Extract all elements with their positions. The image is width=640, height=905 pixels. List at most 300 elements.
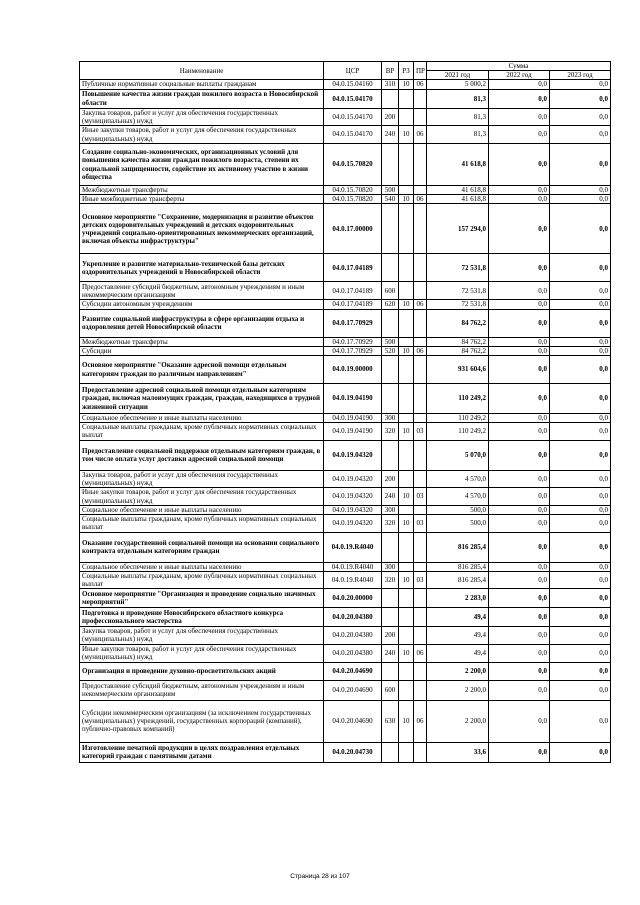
sum-2022-cell: 0,0 (489, 89, 550, 108)
sum-2022-cell: 0,0 (489, 144, 550, 186)
sum-2022-cell: 0,0 (489, 282, 550, 300)
sum-2023-cell: 0,0 (550, 515, 611, 532)
pr-cell (414, 627, 427, 644)
sum-2021-cell: 49,4 (427, 644, 489, 662)
sum-2022-cell: 0,0 (489, 589, 550, 608)
rz-cell (399, 204, 414, 254)
sum-2021-cell: 2 200,0 (427, 680, 489, 700)
sum-2021-cell: 72 531,8 (427, 300, 489, 309)
sum-2022-cell: 0,0 (489, 80, 550, 89)
pr-cell (414, 337, 427, 346)
vr-cell (382, 89, 399, 108)
sum-2022-cell: 0,0 (489, 644, 550, 662)
rz-cell (399, 440, 414, 470)
csr-cell: 04.0.19.04190 (324, 384, 382, 414)
vr-cell: 200 (382, 108, 399, 125)
csr-cell: 04.0.20.04690 (324, 700, 382, 742)
csr-cell: 04.0.20.04690 (324, 680, 382, 700)
sum-2023-cell: 0,0 (550, 470, 611, 487)
sum-2023-cell: 0,0 (550, 309, 611, 337)
sum-2022-cell: 0,0 (489, 204, 550, 254)
name-cell: Субсидии некоммерческим организациям (за исключением государственных (муниципальных) учреждений, государственных корпораций (компаний), публично-правовых компаний) (80, 700, 324, 742)
rz-cell (399, 254, 414, 282)
sum-2022-cell: 0,0 (489, 356, 550, 384)
sum-2022-cell: 0,0 (489, 470, 550, 487)
table-row (80, 89, 611, 108)
pr-cell: 06 (414, 644, 427, 662)
sum-2021-cell: 931 604,6 (427, 356, 489, 384)
pr-cell (414, 384, 427, 414)
sum-2023-cell: 0,0 (550, 589, 611, 608)
csr-cell: 04.0.20.04380 (324, 644, 382, 662)
name-cell: Социальное обеспечение и иные выплаты населению (80, 562, 324, 571)
rz-cell (399, 144, 414, 186)
csr-cell: 04.0.17.04189 (324, 254, 382, 282)
rz-cell (399, 562, 414, 571)
pr-cell: 06 (414, 80, 427, 89)
sum-2023-cell: 0,0 (550, 644, 611, 662)
vr-cell (382, 608, 399, 627)
sum-2021-cell: 81,3 (427, 89, 489, 108)
vr-cell (382, 589, 399, 608)
header-vr: ВР (382, 62, 399, 80)
sum-2021-cell: 49,4 (427, 627, 489, 644)
budget-table (79, 61, 611, 763)
sum-2021-cell: 4 570,0 (427, 470, 489, 487)
rz-cell: 10 (399, 571, 414, 588)
sum-2023-cell: 0,0 (550, 300, 611, 309)
pr-cell: 06 (414, 195, 427, 204)
table-row (80, 384, 611, 414)
name-cell: Предоставление адресной социальной помощи отдельным категориям граждан, включая малоимущих граждан, граждан, находящихся в трудной жизненной ситуации (80, 384, 324, 414)
pr-cell (414, 562, 427, 571)
sum-2022-cell: 0,0 (489, 309, 550, 337)
rz-cell (399, 337, 414, 346)
table-row (80, 589, 611, 608)
vr-cell: 500 (382, 337, 399, 346)
csr-cell: 04.0.20.04690 (324, 662, 382, 680)
rz-cell (399, 742, 414, 762)
header-year-2021: 2021 год (427, 71, 489, 80)
vr-cell: 500 (382, 186, 399, 195)
sum-2021-cell: 2 200,0 (427, 662, 489, 680)
vr-cell: 540 (382, 195, 399, 204)
sum-2022-cell: 0,0 (489, 742, 550, 762)
sum-2022-cell: 0,0 (489, 488, 550, 506)
rz-cell (399, 506, 414, 515)
pr-cell (414, 254, 427, 282)
sum-2021-cell: 500,0 (427, 515, 489, 532)
csr-cell: 04.0.17.04189 (324, 282, 382, 300)
sum-2022-cell: 0,0 (489, 571, 550, 588)
pr-cell (414, 108, 427, 125)
sum-2023-cell: 0,0 (550, 532, 611, 562)
sum-2021-cell: 41 618,8 (427, 186, 489, 195)
name-cell: Закупка товаров, работ и услуг для обеспечения государственных (муниципальных) нужд (80, 108, 324, 125)
table-row (80, 700, 611, 742)
table-row (80, 186, 611, 195)
csr-cell: 04.0.20.04380 (324, 627, 382, 644)
csr-cell: 04.0.17.04189 (324, 300, 382, 309)
name-cell: Социальные выплаты гражданам, кроме публичных нормативных социальных выплат (80, 571, 324, 588)
table-row (80, 515, 611, 532)
header-csr: ЦСР (324, 62, 382, 80)
table-row (80, 506, 611, 515)
sum-2021-cell: 72 531,8 (427, 282, 489, 300)
pr-cell (414, 680, 427, 700)
rz-cell (399, 309, 414, 337)
vr-cell: 600 (382, 282, 399, 300)
rz-cell (399, 186, 414, 195)
sum-2023-cell: 0,0 (550, 488, 611, 506)
sum-2021-cell: 41 618,8 (427, 144, 489, 186)
pr-cell (414, 309, 427, 337)
rz-cell (399, 282, 414, 300)
csr-cell: 04.0.15.70820 (324, 144, 382, 186)
name-cell: Предоставление субсидий бюджетным, автономным учреждениям и иным некоммерческим организациям (80, 282, 324, 300)
name-cell: Межбюджетные трансферты (80, 186, 324, 195)
sum-2023-cell: 0,0 (550, 186, 611, 195)
rz-cell: 10 (399, 423, 414, 440)
vr-cell: 320 (382, 515, 399, 532)
sum-2023-cell: 0,0 (550, 89, 611, 108)
sum-2021-cell: 84 762,2 (427, 309, 489, 337)
pr-cell (414, 89, 427, 108)
rz-cell (399, 662, 414, 680)
name-cell: Иные закупки товаров, работ и услуг для обеспечения государственных (муниципальных) нужд (80, 644, 324, 662)
table-row (80, 440, 611, 470)
name-cell: Основное мероприятие "Организация и проведение социально значимых мероприятий" (80, 589, 324, 608)
rz-cell: 10 (399, 300, 414, 309)
sum-2021-cell: 816 285,4 (427, 532, 489, 562)
sum-2023-cell: 0,0 (550, 356, 611, 384)
csr-cell: 04.0.19.R4040 (324, 532, 382, 562)
budget-page (79, 61, 610, 763)
pr-cell (414, 414, 427, 423)
header-year-2022: 2022 год (489, 71, 550, 80)
pr-cell: 03 (414, 423, 427, 440)
sum-2022-cell: 0,0 (489, 423, 550, 440)
pr-cell (414, 662, 427, 680)
table-row (80, 195, 611, 204)
csr-cell: 04.0.17.70929 (324, 346, 382, 355)
name-cell: Предоставление социальной поддержки отдельным категориям граждан, в том числе оплата услуг доставки адресной социальной помощи (80, 440, 324, 470)
sum-2022-cell: 0,0 (489, 440, 550, 470)
vr-cell: 240 (382, 126, 399, 144)
vr-cell: 300 (382, 562, 399, 571)
csr-cell: 04.0.17.70929 (324, 309, 382, 337)
sum-2022-cell: 0,0 (489, 254, 550, 282)
sum-2021-cell: 81,3 (427, 126, 489, 144)
rz-cell: 10 (399, 126, 414, 144)
rz-cell: 10 (399, 488, 414, 506)
table-row (80, 282, 611, 300)
vr-cell (382, 662, 399, 680)
sum-2021-cell: 33,6 (427, 742, 489, 762)
sum-2023-cell: 0,0 (550, 506, 611, 515)
rz-cell (399, 532, 414, 562)
sum-2021-cell: 72 531,8 (427, 254, 489, 282)
name-cell: Основное мероприятие "Оказание адресной помощи отдельным категориям граждан по различным направлениям" (80, 356, 324, 384)
sum-2022-cell: 0,0 (489, 300, 550, 309)
sum-2021-cell: 81,3 (427, 108, 489, 125)
table-row (80, 356, 611, 384)
table-row (80, 414, 611, 423)
sum-2021-cell: 816 285,4 (427, 562, 489, 571)
sum-2022-cell: 0,0 (489, 337, 550, 346)
sum-2022-cell: 0,0 (489, 532, 550, 562)
sum-2022-cell: 0,0 (489, 108, 550, 125)
table-row (80, 254, 611, 282)
rz-cell: 10 (399, 644, 414, 662)
table-row (80, 80, 611, 89)
vr-cell: 520 (382, 346, 399, 355)
vr-cell: 600 (382, 680, 399, 700)
vr-cell: 240 (382, 644, 399, 662)
vr-cell: 630 (382, 700, 399, 742)
sum-2023-cell: 0,0 (550, 608, 611, 627)
csr-cell: 04.0.15.04170 (324, 89, 382, 108)
name-cell: Изготовление печатной продукции в целях поздравления отдельных категорий граждан с памятными датами (80, 742, 324, 762)
vr-cell (382, 440, 399, 470)
sum-2022-cell: 0,0 (489, 608, 550, 627)
sum-2021-cell: 5 000,2 (427, 80, 489, 89)
sum-2023-cell: 0,0 (550, 627, 611, 644)
sum-2022-cell: 0,0 (489, 562, 550, 571)
name-cell: Субсидии автономным учреждениям (80, 300, 324, 309)
sum-2022-cell: 0,0 (489, 700, 550, 742)
csr-cell: 04.0.15.70820 (324, 186, 382, 195)
sum-2021-cell: 49,4 (427, 608, 489, 627)
sum-2023-cell: 0,0 (550, 440, 611, 470)
sum-2021-cell: 2 283,0 (427, 589, 489, 608)
name-cell: Создание социально-экономических, организационных условий для повышения качества жизни граждан пожилого возраста, степени их социальной защищенности, содействие их активному участию в жизни общества (80, 144, 324, 186)
pr-cell (414, 470, 427, 487)
sum-2023-cell: 0,0 (550, 204, 611, 254)
rz-cell (399, 470, 414, 487)
sum-2021-cell: 84 762,2 (427, 346, 489, 355)
name-cell: Иные закупки товаров, работ и услуг для обеспечения государственных (муниципальных) нужд (80, 488, 324, 506)
pr-cell (414, 532, 427, 562)
sum-2021-cell: 5 070,0 (427, 440, 489, 470)
pr-cell (414, 506, 427, 515)
pr-cell: 03 (414, 488, 427, 506)
sum-2022-cell: 0,0 (489, 515, 550, 532)
sum-2023-cell: 0,0 (550, 571, 611, 588)
vr-cell (382, 144, 399, 186)
pr-cell (414, 144, 427, 186)
sum-2021-cell: 110 249,2 (427, 423, 489, 440)
name-cell: Оказание государственной социальной помощи на основании социального контракта отдельным категориям граждан (80, 532, 324, 562)
pr-cell: 06 (414, 700, 427, 742)
vr-cell: 310 (382, 80, 399, 89)
sum-2023-cell: 0,0 (550, 254, 611, 282)
sum-2023-cell: 0,0 (550, 680, 611, 700)
sum-2021-cell: 2 200,0 (427, 700, 489, 742)
vr-cell: 320 (382, 571, 399, 588)
table-row (80, 337, 611, 346)
csr-cell: 04.0.19.R4040 (324, 562, 382, 571)
table-row (80, 423, 611, 440)
sum-2023-cell: 0,0 (550, 108, 611, 125)
csr-cell: 04.0.19.04190 (324, 423, 382, 440)
sum-2023-cell: 0,0 (550, 384, 611, 414)
rz-cell: 10 (399, 80, 414, 89)
table-body (80, 80, 611, 762)
sum-2022-cell: 0,0 (489, 126, 550, 144)
pr-cell (414, 589, 427, 608)
name-cell: Организация и проведение духовно-просветительских акций (80, 662, 324, 680)
sum-2023-cell: 0,0 (550, 562, 611, 571)
name-cell: Подготовка и проведение Новосибирского областного конкурса профессионального мастерства (80, 608, 324, 627)
csr-cell: 04.0.17.70929 (324, 337, 382, 346)
name-cell: Предоставление субсидий бюджетным, автономным учреждениям и иным некоммерческим организациям (80, 680, 324, 700)
header-year-2023: 2023 год (550, 71, 611, 80)
sum-2021-cell: 110 249,2 (427, 414, 489, 423)
sum-2023-cell: 0,0 (550, 346, 611, 355)
csr-cell: 04.0.15.04170 (324, 108, 382, 125)
rz-cell (399, 680, 414, 700)
name-cell: Закупка товаров, работ и услуг для обеспечения государственных (муниципальных) нужд (80, 627, 324, 644)
vr-cell: 620 (382, 300, 399, 309)
csr-cell: 04.0.19.04320 (324, 440, 382, 470)
sum-2023-cell: 0,0 (550, 282, 611, 300)
pr-cell (414, 186, 427, 195)
sum-2021-cell: 84 762,2 (427, 337, 489, 346)
vr-cell (382, 384, 399, 414)
sum-2023-cell: 0,0 (550, 742, 611, 762)
csr-cell: 04.0.20.00000 (324, 589, 382, 608)
csr-cell: 04.0.19.04320 (324, 515, 382, 532)
table-row (80, 204, 611, 254)
vr-cell (382, 356, 399, 384)
name-cell: Укрепление и развитие материально-технической базы детских оздоровительных учреждений в Новосибирской области (80, 254, 324, 282)
sum-2021-cell: 41 618,8 (427, 195, 489, 204)
name-cell: Субсидии (80, 346, 324, 355)
header-rz: РЗ (399, 62, 414, 80)
table-row (80, 108, 611, 125)
header-name: Наименование (80, 62, 324, 80)
sum-2021-cell: 816 285,4 (427, 571, 489, 588)
table-row (80, 627, 611, 644)
sum-2023-cell: 0,0 (550, 337, 611, 346)
pr-cell (414, 742, 427, 762)
sum-2021-cell: 157 294,0 (427, 204, 489, 254)
csr-cell: 04.0.17.00000 (324, 204, 382, 254)
sum-2023-cell: 0,0 (550, 423, 611, 440)
sum-2022-cell: 0,0 (489, 662, 550, 680)
pr-cell (414, 440, 427, 470)
vr-cell: 240 (382, 488, 399, 506)
name-cell: Социальные выплаты гражданам, кроме публичных нормативных социальных выплат (80, 515, 324, 532)
table-row (80, 742, 611, 762)
csr-cell: 04.0.19.04320 (324, 506, 382, 515)
vr-cell (382, 254, 399, 282)
table-header (80, 62, 611, 80)
table-row (80, 126, 611, 144)
pr-cell: 06 (414, 300, 427, 309)
sum-2021-cell: 500,0 (427, 506, 489, 515)
table-row (80, 644, 611, 662)
rz-cell (399, 356, 414, 384)
table-row (80, 346, 611, 355)
rz-cell: 10 (399, 700, 414, 742)
rz-cell (399, 414, 414, 423)
table-row (80, 662, 611, 680)
csr-cell: 04.0.19.04190 (324, 414, 382, 423)
sum-2022-cell: 0,0 (489, 384, 550, 414)
vr-cell: 320 (382, 423, 399, 440)
csr-cell: 04.0.19.R4040 (324, 571, 382, 588)
csr-cell: 04.0.15.04170 (324, 126, 382, 144)
table-row (80, 144, 611, 186)
table-row (80, 680, 611, 700)
pr-cell (414, 204, 427, 254)
csr-cell: 04.0.19.00000 (324, 356, 382, 384)
vr-cell: 200 (382, 470, 399, 487)
sum-2023-cell: 0,0 (550, 126, 611, 144)
name-cell: Иные межбюджетные трансферты (80, 195, 324, 204)
rz-cell (399, 589, 414, 608)
name-cell: Социальное обеспечение и иные выплаты населению (80, 414, 324, 423)
pr-cell: 03 (414, 571, 427, 588)
csr-cell: 04.0.19.04320 (324, 470, 382, 487)
header-sum: Сумма (427, 62, 611, 71)
table-row (80, 532, 611, 562)
csr-cell: 04.0.19.04320 (324, 488, 382, 506)
sum-2022-cell: 0,0 (489, 680, 550, 700)
table-row (80, 562, 611, 571)
rz-cell (399, 384, 414, 414)
table-row (80, 470, 611, 487)
table-row (80, 608, 611, 627)
csr-cell: 04.0.20.04380 (324, 608, 382, 627)
name-cell: Публичные нормативные социальные выплаты гражданам (80, 80, 324, 89)
table-row (80, 571, 611, 588)
pr-cell: 06 (414, 346, 427, 355)
name-cell: Закупка товаров, работ и услуг для обеспечения государственных (муниципальных) нужд (80, 470, 324, 487)
sum-2023-cell: 0,0 (550, 144, 611, 186)
sum-2021-cell: 4 570,0 (427, 488, 489, 506)
header-pr: ПР (414, 62, 427, 80)
name-cell: Социальные выплаты гражданам, кроме публичных нормативных социальных выплат (80, 423, 324, 440)
vr-cell: 200 (382, 627, 399, 644)
sum-2022-cell: 0,0 (489, 186, 550, 195)
pr-cell (414, 356, 427, 384)
name-cell: Основное мероприятие "Сохранение, модернизация и развитие объектов детских оздоровительных учреждений и детских оздоровительных учреждений социально-ориентированных некоммерческих организаций, включая объекты инфраструктуры" (80, 204, 324, 254)
sum-2022-cell: 0,0 (489, 506, 550, 515)
csr-cell: 04.0.15.70820 (324, 195, 382, 204)
rz-cell: 10 (399, 195, 414, 204)
vr-cell: 300 (382, 414, 399, 423)
sum-2023-cell: 0,0 (550, 414, 611, 423)
table-row (80, 488, 611, 506)
table-row (80, 309, 611, 337)
sum-2022-cell: 0,0 (489, 195, 550, 204)
vr-cell: 300 (382, 506, 399, 515)
name-cell: Межбюджетные трансферты (80, 337, 324, 346)
rz-cell (399, 108, 414, 125)
vr-cell (382, 309, 399, 337)
sum-2021-cell: 110 249,2 (427, 384, 489, 414)
table-row (80, 300, 611, 309)
sum-2023-cell: 0,0 (550, 80, 611, 89)
rz-cell: 10 (399, 515, 414, 532)
sum-2022-cell: 0,0 (489, 346, 550, 355)
rz-cell (399, 89, 414, 108)
sum-2023-cell: 0,0 (550, 700, 611, 742)
sum-2022-cell: 0,0 (489, 627, 550, 644)
